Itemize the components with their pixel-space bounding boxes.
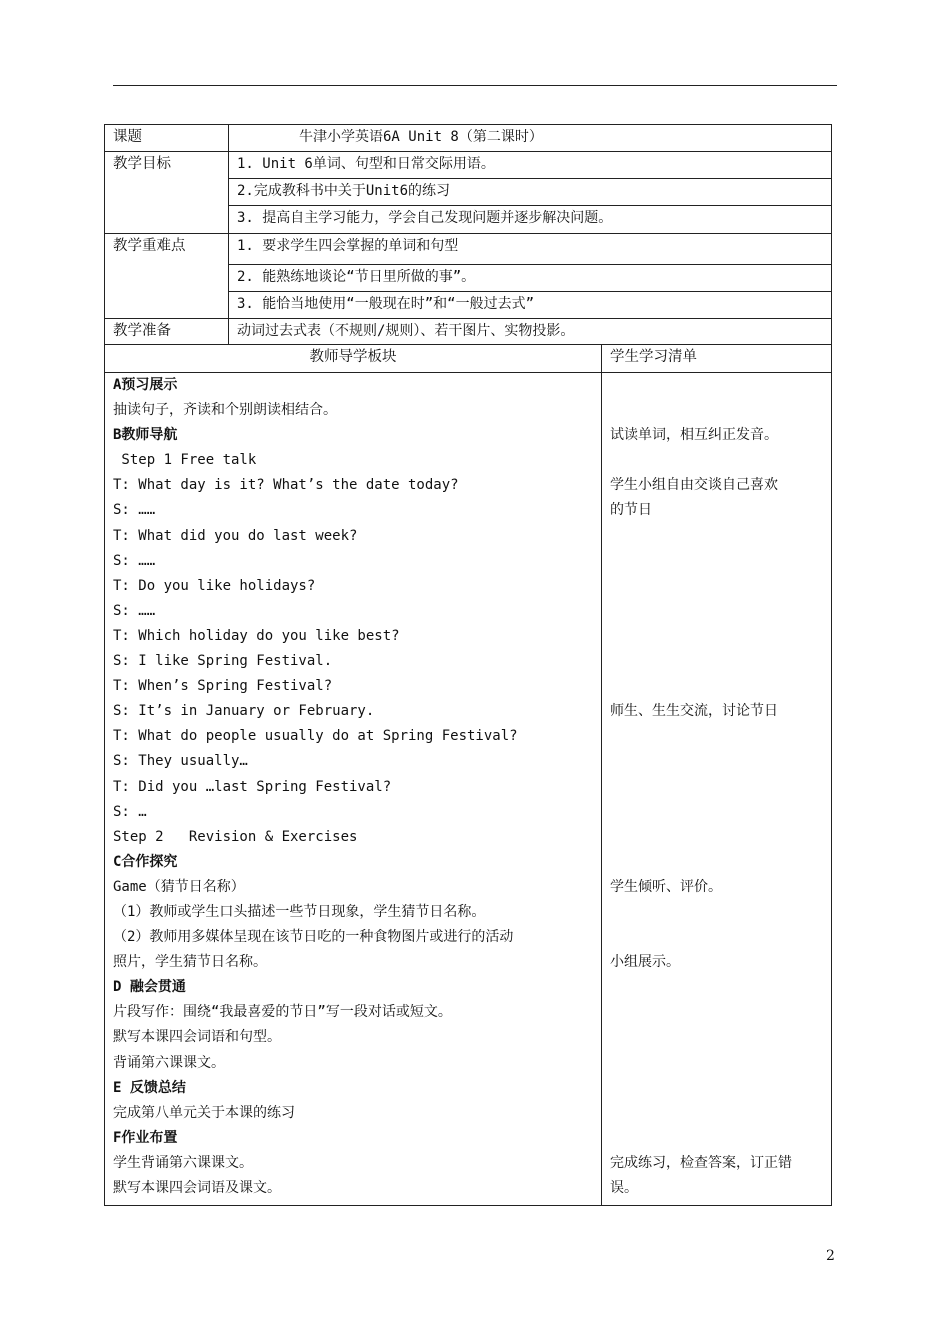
guide-line: S: They usually… (113, 753, 248, 770)
teacher-column-header: 教师导学板块 (105, 345, 602, 373)
section-d-heading: D 融会贯通 (113, 979, 186, 996)
guide-line: S: I like Spring Festival. (113, 653, 333, 670)
student-note: 误。 (610, 1180, 638, 1196)
student-checklist-cell (602, 373, 832, 1206)
objective-3: 3. 提高自主学习能力，学会自己发现问题并逐步解决问题。 (229, 206, 832, 234)
topic-row (105, 125, 832, 152)
section-e-heading: E 反馈总结 (113, 1079, 186, 1096)
teacher-guide-cell (105, 373, 602, 1206)
guide-line: （2）教师用多媒体呈现在该节日吃的一种食物图片或进行的活动 (113, 929, 514, 946)
guide-line: T: What did you do last week? (113, 527, 358, 544)
student-note: 完成练习，检查答案，订正错 (610, 1154, 792, 1171)
guide-line: 默写本课四会词语及课文。 (113, 1180, 281, 1196)
student-note: 试读单词，相互纠正发音。 (610, 427, 778, 444)
student-column-header: 学生学习清单 (602, 345, 832, 373)
key-point-3: 3. 能恰当地使用“一般现在时”和“一般过去式” (229, 292, 832, 319)
guide-line: 片段写作：围绕“我最喜爱的节日”写一段对话或短文。 (113, 1004, 452, 1021)
objectives-label: 教学目标 (105, 152, 229, 234)
guide-line: 照片，学生猜节日名称。 (113, 954, 267, 971)
guide-line: Step 1 Free talk (113, 452, 257, 469)
page-number: 2 (826, 1248, 835, 1264)
guide-line: Step 2 Revision & Exercises (113, 828, 358, 845)
preparation-value: 动词过去式表（不规则/规则）、若干图片、实物投影。 (229, 319, 832, 345)
guide-line: 默写本课四会词语和句型。 (113, 1029, 281, 1046)
topic-label: 课题 (105, 125, 229, 152)
key-points-label: 教学重难点 (105, 234, 229, 319)
guide-line: Game（猜节日名称） (113, 878, 245, 895)
guide-line: （1）教师或学生口头描述一些节日现象，学生猜节日名称。 (113, 903, 486, 920)
column-header-row (105, 345, 832, 373)
topic-value: 牛津小学英语6A Unit 8（第二课时） (229, 125, 832, 152)
guide-line: S: …… (113, 502, 156, 519)
guide-line: T: What day is it? What’s the date today? (113, 477, 459, 494)
guide-line: S: …… (113, 602, 156, 619)
content-row (105, 373, 832, 1206)
guide-line: S: … (113, 803, 147, 820)
guide-line: 抽读句子，齐读和个别朗读相结合。 (113, 402, 337, 419)
guide-line: S: It’s in January or February. (113, 703, 375, 720)
section-b-heading: B教师导航 (113, 427, 178, 444)
student-note: 学生倾听、评价。 (610, 878, 722, 895)
section-f-heading: F作业布置 (113, 1129, 178, 1146)
student-note: 师生、生生交流，讨论节日 (610, 703, 778, 720)
student-note: 的节日 (610, 502, 652, 519)
preparation-label: 教学准备 (105, 319, 229, 345)
key-point-2: 2. 能熟练地谈论“节日里所做的事”。 (229, 265, 832, 292)
objective-2: 2.完成教科书中关于Unit6的练习 (229, 179, 832, 206)
section-c-heading: C合作探究 (113, 853, 178, 870)
guide-line: 完成第八单元关于本课的练习 (113, 1104, 295, 1121)
key-point-1: 1. 要求学生四会掌握的单词和句型 (229, 234, 832, 265)
guide-line: T: What do people usually do at Spring Festival? (113, 728, 518, 745)
guide-line: T: When’s Spring Festival? (113, 678, 333, 695)
student-note: 小组展示。 (610, 954, 680, 971)
section-a-heading: A预习展示 (113, 377, 178, 393)
guide-line: T: Which holiday do you like best? (113, 627, 400, 644)
student-note: 学生小组自由交谈自己喜欢 (610, 477, 778, 494)
lesson-plan-table (104, 124, 832, 1206)
guide-line: T: Do you like holidays? (113, 577, 316, 594)
guide-line: T: Did you …last Spring Festival? (113, 778, 392, 795)
guide-line: 背诵第六课课文。 (113, 1054, 225, 1071)
guide-line: S: …… (113, 552, 156, 569)
guide-line: 学生背诵第六课课文。 (113, 1154, 253, 1171)
objective-1: 1. Unit 6单词、句型和日常交际用语。 (229, 152, 832, 179)
header-rule (113, 85, 837, 86)
